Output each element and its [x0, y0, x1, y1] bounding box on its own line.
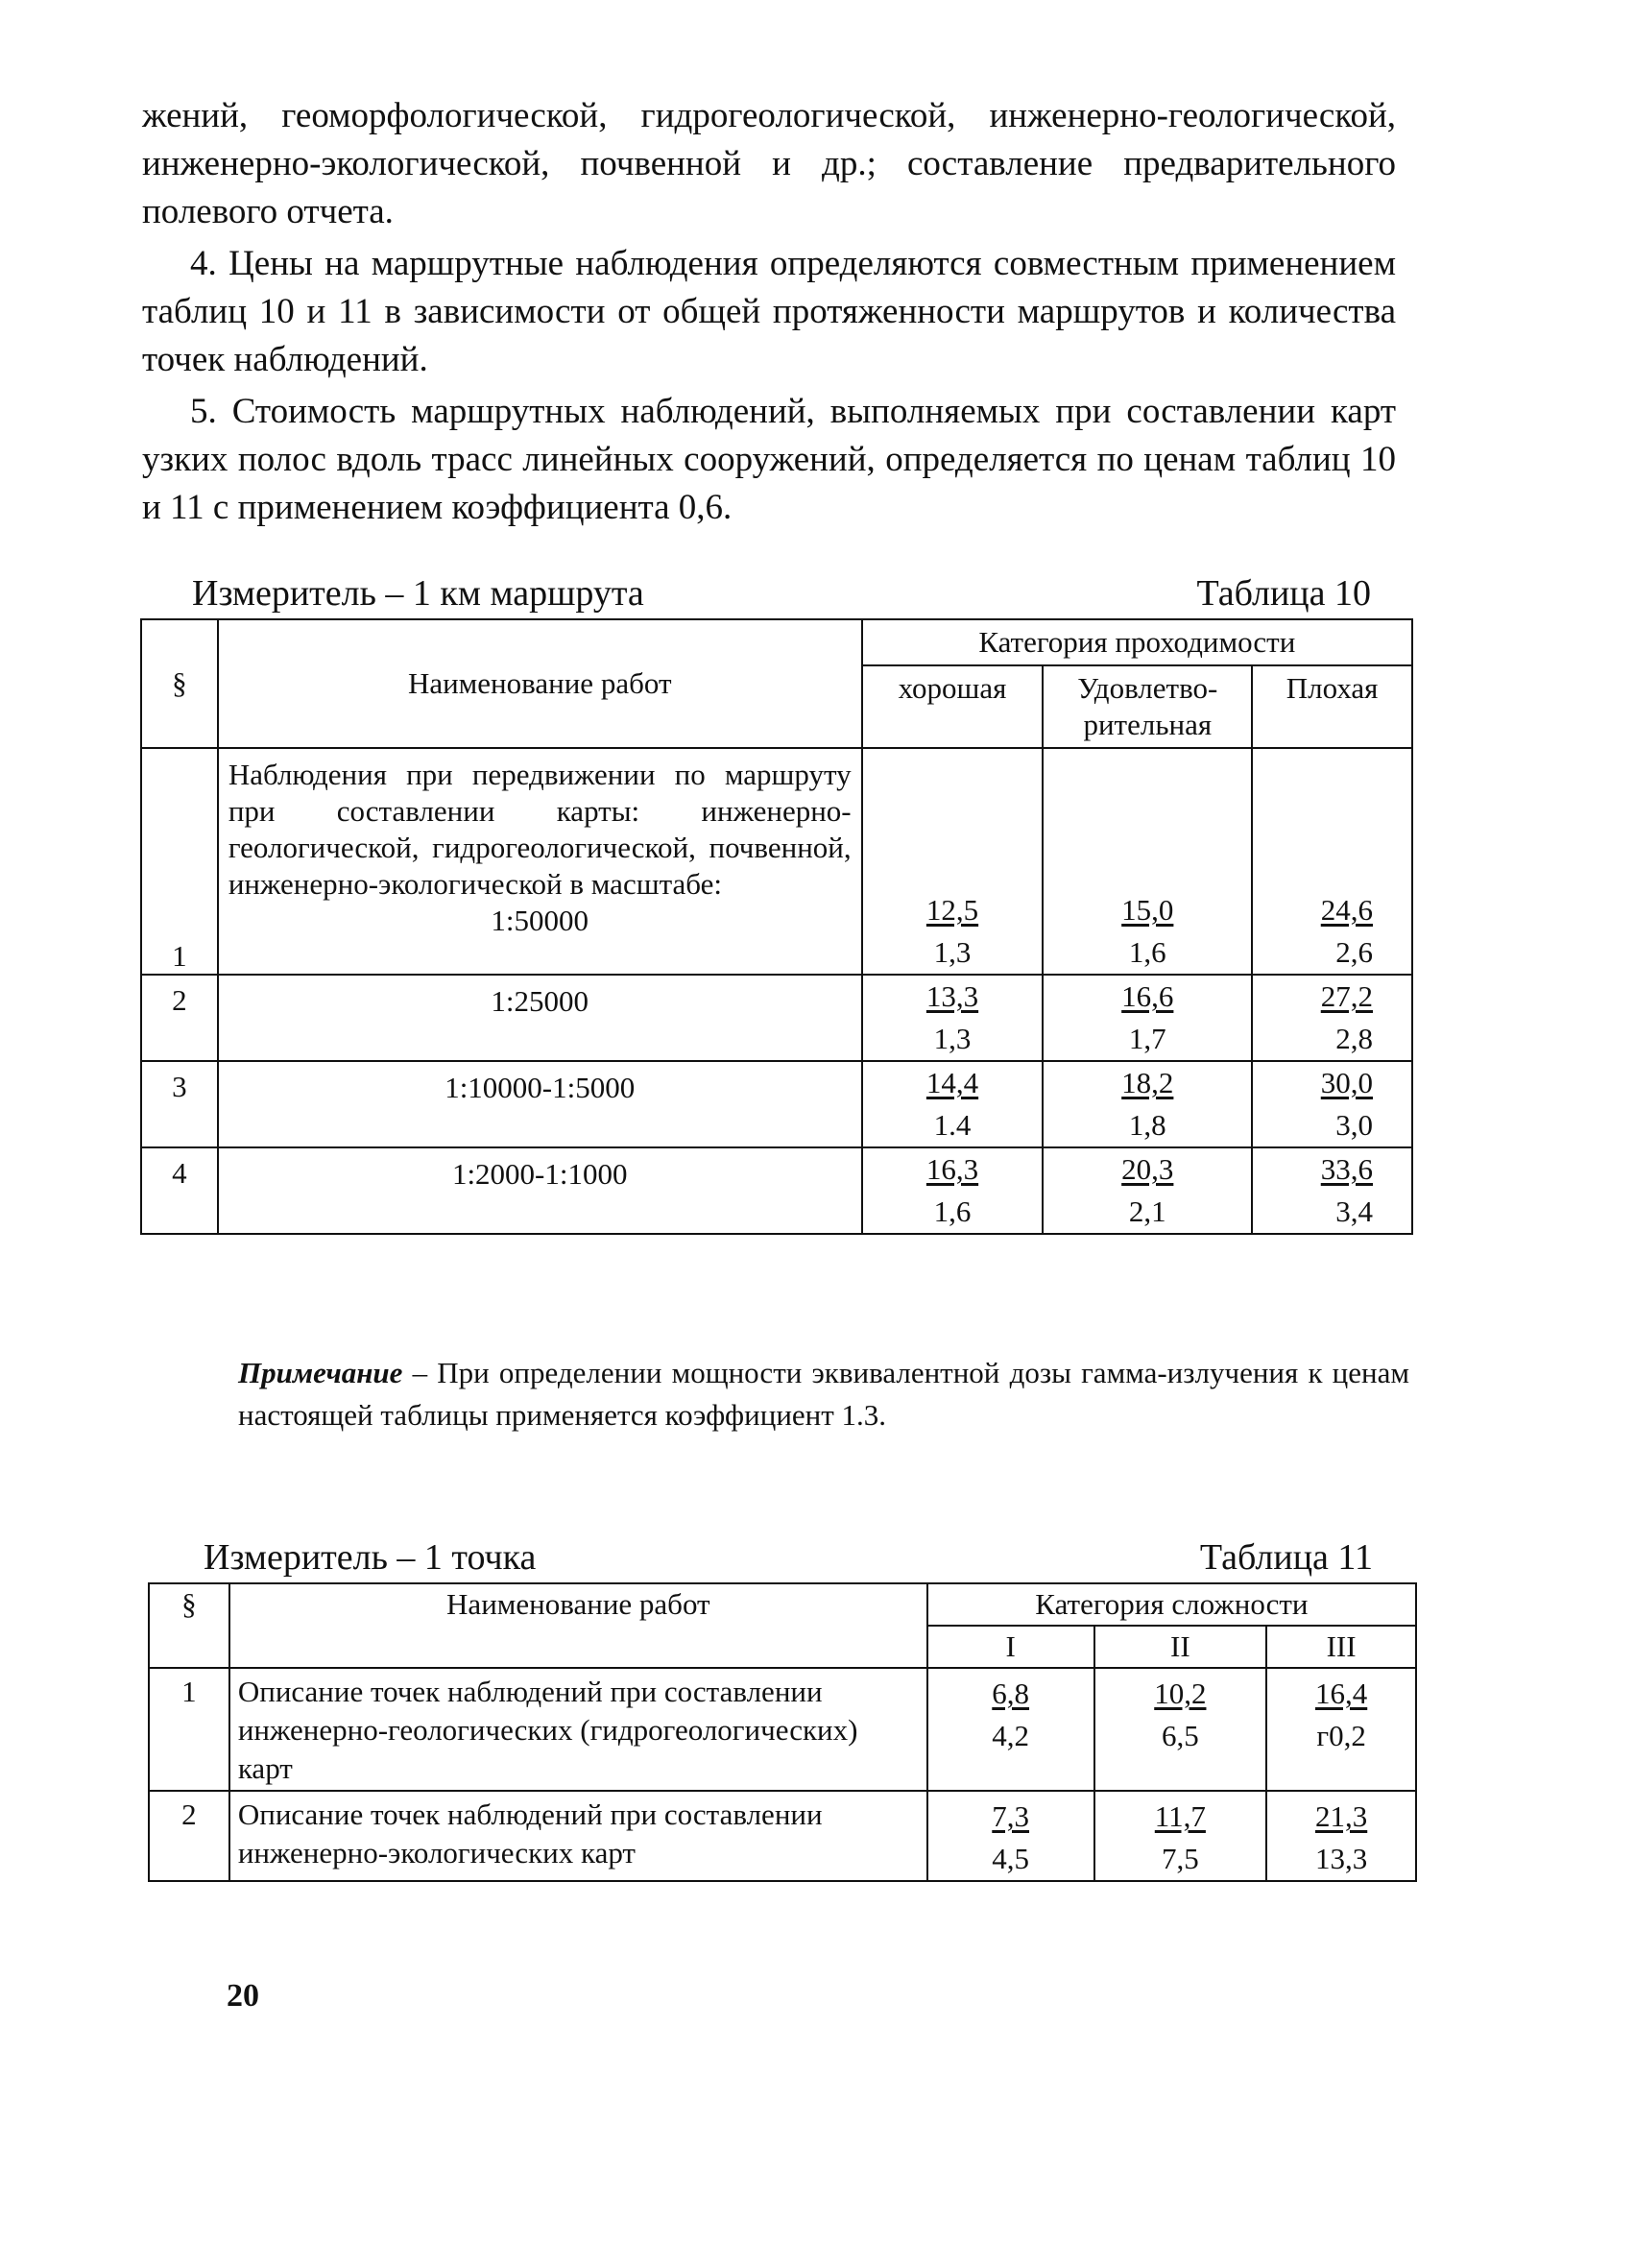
- table-11: [148, 1582, 1417, 1882]
- row-num: 2: [141, 975, 218, 1061]
- table10-intro-work: Наблюдения при передвижении по маршруту при составлении карты: инженерно-геологической, гидрогеологической, почвенной, инженерно-экологической в масштабе:: [228, 758, 852, 901]
- cell-c3: 16,4 г0,2: [1266, 1668, 1416, 1791]
- table11-header-c1: I: [927, 1626, 1094, 1668]
- paragraph-continuation: жений, геоморфологической, гидрогеологической, инженерно-геологической, инженерно-экологической, почвенной и др.; составление предварительного полевого отчета.: [142, 96, 1396, 231]
- table10-header-c2: Удовлетво-рительная: [1043, 665, 1252, 748]
- paragraph-item-5: 5. Стоимость маршрутных наблюдений, выполняемых при составлении карт узких полос вдоль трасс линейных сооружений, определяется по ценам таблиц 10 и 11 с применением коэффициента 0,6.: [142, 392, 1396, 527]
- row-num: 2: [149, 1791, 229, 1881]
- table11-header-num: §: [149, 1583, 229, 1668]
- paragraph-item-4: 4. Цены на маршрутные наблюдения определяются совместным применением таблиц 10 и 11 в зависимости от общей протяженности маршрутов и количества точек наблюдений.: [142, 244, 1396, 379]
- note-label: Примечание: [238, 1356, 403, 1389]
- cell-c1: 14,4 1.4: [862, 1061, 1044, 1147]
- table-row: [141, 1061, 1412, 1147]
- table10-header-c1: хорошая: [862, 665, 1044, 748]
- row-num: 1: [149, 1668, 229, 1791]
- table10-header-c3: Плохая: [1252, 665, 1412, 748]
- cell-c3: 27,2 2,8: [1252, 975, 1412, 1061]
- table-10: [140, 618, 1413, 1235]
- table11-header-group: Категория сложности: [927, 1583, 1416, 1626]
- cell-c1: 6,8 4,2: [927, 1668, 1094, 1791]
- table10-header-work: Наименование работ: [218, 619, 862, 748]
- cell-c2: 10,2 6,5: [1094, 1668, 1267, 1791]
- table10-header-group: Категория проходимости: [862, 619, 1412, 665]
- row-num: 1: [141, 748, 218, 975]
- cell-c3: 21,3 13,3: [1266, 1791, 1416, 1881]
- cell-c2: 15,0 1,6: [1043, 748, 1252, 975]
- cell-c2: 16,6 1,7: [1043, 975, 1252, 1061]
- table11-title: Таблица 11: [1199, 1537, 1373, 1578]
- cell-c1: 13,3 1,3: [862, 975, 1044, 1061]
- table-row: [141, 1147, 1412, 1234]
- row-work: Описание точек наблюдений при составлении инженерно-экологических карт: [229, 1791, 927, 1881]
- note-text: – При определении мощности эквивалентной дозы гамма-излучения к ценам настоящей таблицы применяется коэффициент 1.3.: [238, 1356, 1409, 1432]
- row-work: [218, 748, 862, 975]
- table11-caption: [204, 1536, 1373, 1579]
- cell-c3: 33,6 3,4: [1252, 1147, 1412, 1234]
- table11-header-c3: III: [1266, 1626, 1416, 1668]
- table10-meter: Измеритель – 1 км маршрута: [192, 573, 644, 614]
- row-work: 1:25000: [218, 975, 862, 1061]
- row-work: Описание точек наблюдений при составлении инженерно-геологических (гидрогеологических) карт: [229, 1668, 927, 1791]
- cell-c1: 16,3 1,6: [862, 1147, 1044, 1234]
- table-row: [141, 748, 1412, 975]
- table10-header-num: §: [141, 619, 218, 748]
- row-num: 3: [141, 1061, 218, 1147]
- intro-text: [142, 92, 1396, 536]
- cell-c2: 18,2 1,8: [1043, 1061, 1252, 1147]
- row-work: 1:2000-1:1000: [218, 1147, 862, 1234]
- table11-meter: Измеритель – 1 точка: [204, 1537, 537, 1578]
- table10-caption: [192, 572, 1371, 615]
- table10-note: [238, 1352, 1409, 1436]
- cell-c1: 12,5 1,3: [862, 748, 1044, 975]
- table-row: [149, 1668, 1416, 1791]
- row-num: 4: [141, 1147, 218, 1234]
- table10-header-row: [141, 619, 1412, 665]
- cell-c3: 24,6 2,6: [1252, 748, 1412, 975]
- page-number: 20: [227, 1978, 259, 2014]
- row-scale: 1:50000: [491, 904, 589, 937]
- row-work: 1:10000-1:5000: [218, 1061, 862, 1147]
- table11-header-row: [149, 1583, 1416, 1626]
- table10-title: Таблица 10: [1196, 573, 1371, 614]
- cell-c1: 7,3 4,5: [927, 1791, 1094, 1881]
- table-row: [141, 975, 1412, 1061]
- table11-header-c2: II: [1094, 1626, 1267, 1668]
- table-row: [149, 1791, 1416, 1881]
- cell-c2: 11,7 7,5: [1094, 1791, 1267, 1881]
- table11-header-work: Наименование работ: [229, 1583, 927, 1668]
- cell-c2: 20,3 2,1: [1043, 1147, 1252, 1234]
- cell-c3: 30,0 3,0: [1252, 1061, 1412, 1147]
